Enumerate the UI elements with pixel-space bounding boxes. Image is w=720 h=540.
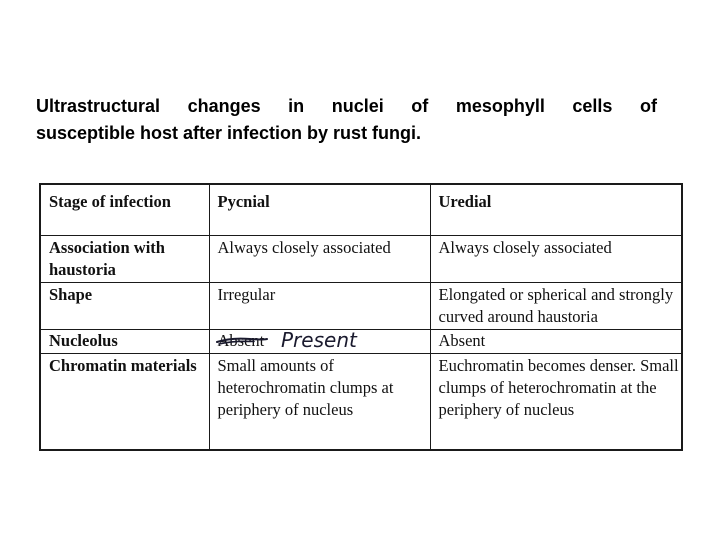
cell-pycnial-nucleolus bbox=[209, 329, 430, 353]
table-row bbox=[40, 235, 682, 282]
cell-pycnial-association: Always closely associated bbox=[209, 235, 430, 282]
row-label-nucleolus: Nucleolus bbox=[40, 329, 209, 353]
title-line-1: Ultrastructural changes in nuclei of mesophyll cells of bbox=[36, 96, 657, 116]
table-header-row bbox=[40, 184, 682, 235]
cell-pycnial-chromatin: Small amounts of heterochromatin clumps at periphery of nucleus bbox=[209, 353, 430, 450]
row-label-shape: Shape bbox=[40, 282, 209, 329]
struck-through-value bbox=[218, 330, 265, 352]
cell-uredial-association: Always closely associated bbox=[430, 235, 682, 282]
header-uredial: Uredial bbox=[430, 184, 682, 235]
row-label-association: Association with haustoria bbox=[40, 235, 209, 282]
handwritten-annotation-text: Present bbox=[280, 327, 357, 352]
title-line-2: susceptible host after infection by rust fungi. bbox=[36, 123, 422, 143]
comparison-table bbox=[39, 183, 683, 451]
cell-uredial-chromatin: Euchromatin becomes denser. Small clumps of heterochromatin at the periphery of nucleus bbox=[430, 353, 682, 450]
table-row bbox=[40, 282, 682, 329]
row-label-chromatin: Chromatin materials bbox=[40, 353, 209, 450]
cell-uredial-shape: Elongated or spherical and strongly curved around haustoria bbox=[430, 282, 682, 329]
header-pycnial: Pycnial bbox=[209, 184, 430, 235]
slide-title bbox=[36, 93, 657, 147]
table-row bbox=[40, 353, 682, 450]
table-row bbox=[40, 329, 682, 353]
comparison-table-container bbox=[39, 183, 681, 447]
cell-pycnial-shape: Irregular bbox=[209, 282, 430, 329]
cell-uredial-nucleolus: Absent bbox=[430, 329, 682, 353]
cell-pycnial-nucleolus-text: Absent bbox=[217, 330, 265, 350]
header-stage-of-infection: Stage of infection bbox=[40, 184, 209, 235]
